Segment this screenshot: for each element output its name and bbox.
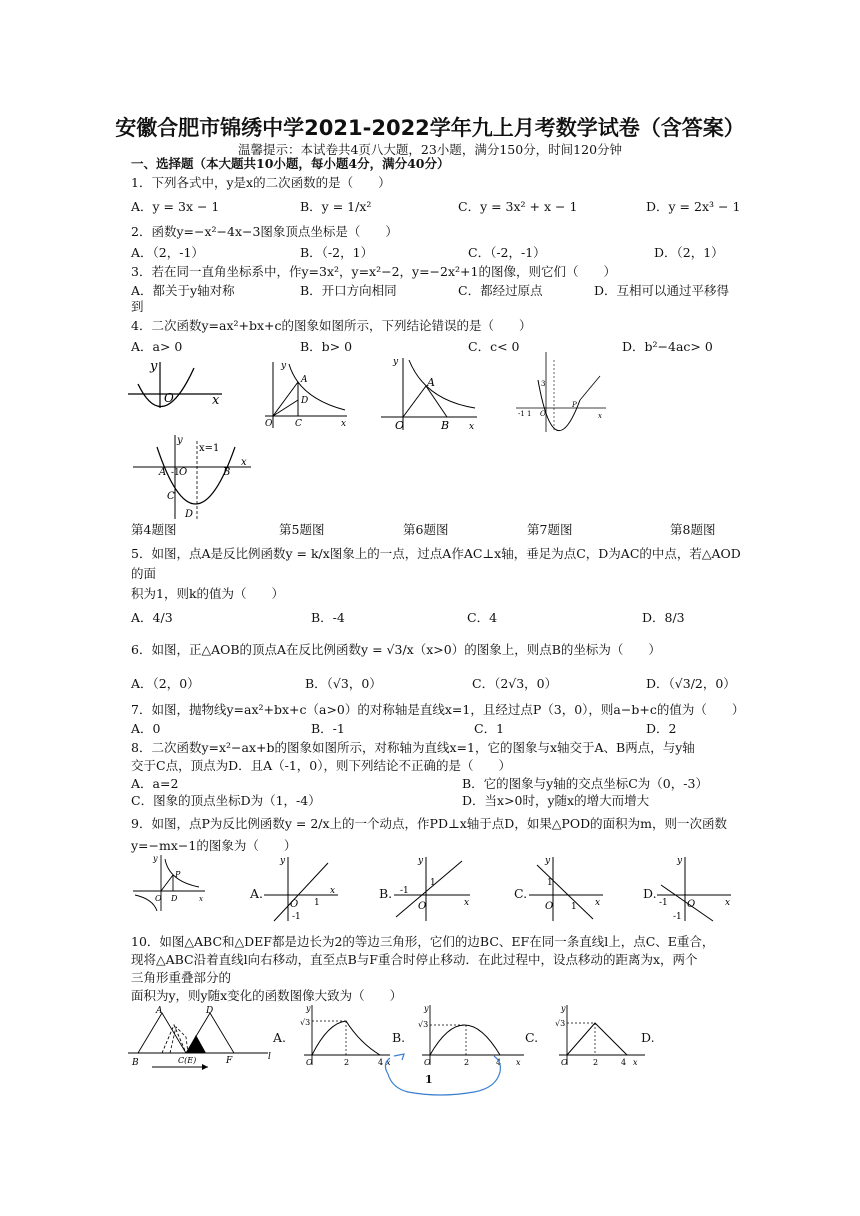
svg-text:x: x	[469, 422, 475, 432]
svg-text:A: A	[427, 376, 435, 389]
q9-graph-c	[527, 855, 607, 923]
svg-text:y: y	[177, 435, 183, 446]
q9-label-a: A.	[250, 886, 264, 901]
svg-text:x: x	[341, 419, 347, 429]
svg-text:3: 3	[541, 380, 546, 388]
q8-stem-cont: 交于C点，顶点为D．且A（-1，0），则下列结论不正确的是（ ）	[131, 758, 511, 773]
svg-text:B: B	[223, 467, 231, 478]
svg-text:-1: -1	[400, 886, 409, 896]
q7-option-b: B．-1	[311, 721, 345, 736]
label-x: x	[212, 393, 220, 408]
q2-option-a: A．（2，-1）	[131, 245, 204, 260]
q9-stem-cont: y=−mx−1的图象为（ ）	[131, 838, 297, 853]
svg-text:1: 1	[314, 898, 320, 908]
q6-stem: 6．如图，正△AOB的顶点A在反比例函数y = √3/x（x>0）的图象上，则点B的坐标为（ ）	[131, 642, 661, 657]
svg-text:y: y	[153, 854, 158, 863]
section-heading: 一、选择题（本大题共10小题，每小题4分，满分40分）	[131, 156, 450, 171]
q8-stem: 8．二次函数y=x²−ax+b的图象如图所示，对称轴为直线x=1，它的图象与x轴交于A、B两点，与y轴	[131, 740, 695, 755]
svg-text:A: A	[159, 467, 167, 478]
caption-fig7: 第7题图	[527, 522, 573, 537]
svg-text:-1: -1	[659, 898, 668, 908]
q8-option-c: C．图象的顶点坐标D为（1，-4）	[131, 793, 321, 808]
svg-text:O: O	[179, 467, 188, 478]
q10-label-c: C.	[525, 1030, 539, 1045]
q3-option-b: B．开口方向相同	[300, 283, 397, 298]
svg-text:4: 4	[621, 1058, 627, 1067]
q4-option-b: B．b> 0	[300, 339, 353, 354]
svg-text:y: y	[424, 1004, 429, 1013]
svg-text:2: 2	[593, 1058, 599, 1067]
q9-label-b: B.	[379, 886, 393, 901]
q4-option-c: C．c< 0	[468, 339, 520, 354]
q2-option-d: D．（2，1）	[654, 245, 724, 260]
q6-option-d: D．（√3/2，0）	[646, 676, 736, 691]
svg-text:O: O	[265, 419, 273, 429]
svg-text:2: 2	[464, 1058, 470, 1067]
q1-option-c: C．y = 3x² + x − 1	[458, 199, 578, 214]
svg-text:y: y	[306, 1004, 311, 1013]
svg-text:P: P	[572, 401, 577, 409]
q8-option-a: A．a=2	[131, 776, 179, 791]
annotation-number: 1	[425, 1073, 433, 1086]
q2-stem: 2．函数y=−x²−4x−3图象顶点坐标是（ ）	[131, 224, 398, 239]
q7-stem: 7．如图，抛物线y=ax²+bx+c（a>0）的对称轴是直线x=1，且经过点P（3，0），则a−b+c的值为（ ）	[131, 702, 745, 717]
svg-text:x: x	[516, 1058, 521, 1067]
handwritten-annotation	[368, 1052, 518, 1102]
svg-text:x: x	[241, 457, 247, 468]
q3-option-d: D．互相可以通过平移得	[594, 283, 730, 298]
svg-text:x=1: x=1	[199, 443, 220, 454]
q10-stem: 10．如图△ABC和△DEF都是边长为2的等边三角形，它们的边BC、EF在同一条直线l上，点C、E重合，	[131, 934, 715, 949]
svg-text:x: x	[598, 412, 602, 420]
figure-q7	[514, 350, 610, 434]
q5-stem: 5．如图，点A是反比例函数y = k/x图象上的一点，过点A作AC⊥x轴，垂足为点C，D为AC的中点，若△AOD	[131, 546, 741, 561]
svg-text:O: O	[540, 410, 546, 418]
svg-text:-1: -1	[292, 912, 301, 922]
q8-option-d: D．当x>0时，y随x的增大而增大	[462, 793, 650, 808]
caption-fig8: 第8题图	[670, 522, 716, 537]
annotation-curve	[385, 1056, 500, 1095]
figure-q6	[379, 354, 479, 432]
svg-text:√3: √3	[418, 1020, 429, 1029]
svg-text:A: A	[156, 1006, 163, 1016]
label-y: y	[150, 359, 158, 374]
svg-text:y: y	[677, 856, 683, 866]
q10-stem-cont: 现将△ABC沿着直线l向右移动，直至点B与F重合时停止移动．在此过程中，设点移动的距离为x，两个	[131, 952, 698, 967]
svg-text:-1 1: -1 1	[518, 410, 532, 418]
q1-stem: 1．下列各式中，y是x的二次函数的是（ ）	[131, 175, 391, 190]
svg-text:y: y	[418, 856, 424, 866]
svg-text:4: 4	[496, 1058, 502, 1067]
svg-text:C: C	[167, 491, 175, 502]
q10-stem-cont2: 三角形重叠部分的	[131, 970, 232, 985]
figure-q9	[131, 853, 211, 913]
q2-option-c: C．（-2，-1）	[468, 245, 546, 260]
svg-text:1: 1	[547, 878, 553, 888]
svg-text:O: O	[290, 899, 299, 910]
svg-text:1: 1	[430, 878, 436, 888]
svg-text:C(E): C(E)	[178, 1056, 197, 1065]
q3-option-a: A．都关于y轴对称	[131, 283, 235, 298]
svg-text:y: y	[280, 856, 286, 866]
q7-option-c: C．1	[474, 721, 505, 736]
q5-option-d: D．8/3	[642, 610, 685, 625]
q6-option-a: A．（2，0）	[131, 676, 200, 691]
svg-text:D: D	[185, 509, 194, 520]
svg-text:x: x	[386, 1058, 391, 1067]
svg-text:x: x	[633, 1058, 638, 1067]
svg-text:y: y	[561, 1004, 566, 1013]
q9-label-c: C.	[514, 886, 528, 901]
q9-graph-a	[262, 855, 342, 923]
svg-text:O: O	[155, 894, 162, 903]
q1-option-d: D．y = 2x³ − 1	[646, 199, 741, 214]
q4-option-a: A．a> 0	[131, 339, 183, 354]
q3-option-d-cont: 到	[131, 299, 144, 314]
q10-label-a: A.	[273, 1030, 287, 1045]
svg-text:√3: √3	[300, 1018, 311, 1027]
page-title: 安徽合肥市锦绣中学2021-2022学年九上月考数学试卷（含答案）	[115, 116, 745, 140]
q8-option-b: B．它的图象与y轴的交点坐标C为（0，-3）	[462, 776, 708, 791]
svg-text:O: O	[561, 1058, 568, 1067]
svg-text:D: D	[301, 396, 309, 406]
svg-text:x: x	[199, 895, 203, 903]
label-o: O	[164, 391, 174, 405]
q5-stem-cont2: 积为1，则k的值为（ ）	[131, 586, 285, 601]
figure-q5	[259, 358, 349, 430]
svg-text:F: F	[226, 1056, 233, 1066]
figure-q8	[131, 433, 253, 521]
svg-text:-1: -1	[171, 468, 180, 478]
svg-text:y: y	[393, 357, 399, 367]
q2-option-b: B．（-2，1）	[300, 245, 374, 260]
q5-stem-cont: 的面	[131, 566, 157, 581]
svg-text:2: 2	[344, 1058, 350, 1067]
q9-graph-b	[392, 855, 474, 923]
svg-text:x: x	[725, 898, 731, 908]
svg-text:O: O	[306, 1058, 313, 1067]
q6-option-c: C．（2√3，0）	[472, 676, 558, 691]
svg-text:B: B	[441, 419, 450, 432]
svg-text:D: D	[171, 894, 178, 903]
caption-fig4: 第4题图	[131, 522, 177, 537]
svg-text:√3: √3	[555, 1019, 566, 1028]
svg-text:B: B	[132, 1058, 139, 1068]
q9-stem: 9．如图，点P为反比例函数y = 2/x上的一个动点，作PD⊥x轴于点D，如果△POD的面积为m，则一次函数	[131, 816, 727, 831]
q5-option-a: A．4/3	[131, 610, 173, 625]
svg-text:y: y	[545, 856, 551, 866]
q3-option-c: C．都经过原点	[458, 283, 543, 298]
svg-text:O: O	[687, 899, 696, 910]
q1-option-a: A．y = 3x − 1	[131, 199, 220, 214]
q5-option-b: B．-4	[311, 610, 345, 625]
q10-stem-cont3: 面积为y，则y随x变化的函数图像大致为（ ）	[131, 988, 403, 1003]
svg-text:x: x	[595, 898, 601, 908]
q3-stem: 3．若在同一直角坐标系中，作y=3x²，y=x²−2，y=−2x²+1的图像，则它们（ ）	[131, 264, 616, 279]
svg-text:C: C	[295, 419, 302, 429]
q5-option-c: C．4	[467, 610, 498, 625]
q10-label-b: B.	[392, 1030, 406, 1045]
q4-stem: 4．二次函数y=ax²+bx+c的图象如图所示，下列结论错误的是（ ）	[131, 318, 532, 333]
svg-text:O: O	[418, 901, 427, 912]
q10-label-d: D.	[641, 1030, 655, 1045]
q1-option-b: B．y = 1/x²	[300, 199, 372, 214]
caption-fig5: 第5题图	[279, 522, 325, 537]
svg-text:A: A	[301, 375, 308, 385]
svg-text:-1: -1	[673, 912, 682, 922]
q4-option-d: D．b²−4ac> 0	[622, 339, 713, 354]
svg-text:4: 4	[378, 1058, 384, 1067]
svg-text:x: x	[464, 898, 470, 908]
svg-text:D: D	[206, 1006, 214, 1016]
q7-option-d: D．2	[646, 721, 677, 736]
caption-fig6: 第6题图	[403, 522, 449, 537]
svg-text:O: O	[424, 1058, 431, 1067]
q6-option-b: B．（√3，0）	[305, 676, 382, 691]
overlap-triangle	[186, 1035, 206, 1053]
svg-text:P: P	[175, 870, 181, 879]
svg-text:x: x	[330, 886, 336, 896]
svg-text:l: l	[268, 1052, 271, 1062]
svg-text:y: y	[281, 361, 287, 371]
svg-text:O: O	[395, 419, 405, 432]
q7-option-a: A．0	[131, 721, 161, 736]
svg-text:1: 1	[571, 902, 577, 912]
svg-text:O: O	[545, 901, 554, 912]
q9-label-d: D.	[643, 886, 657, 901]
tip-text: 温馨提示：本试卷共4页八大题，23小题，满分150分，时间120分钟	[237, 142, 623, 157]
figure-q4	[128, 358, 228, 408]
q9-graph-d	[655, 855, 735, 923]
figure-q10	[128, 1005, 278, 1077]
q10-graph-c	[553, 1003, 649, 1069]
